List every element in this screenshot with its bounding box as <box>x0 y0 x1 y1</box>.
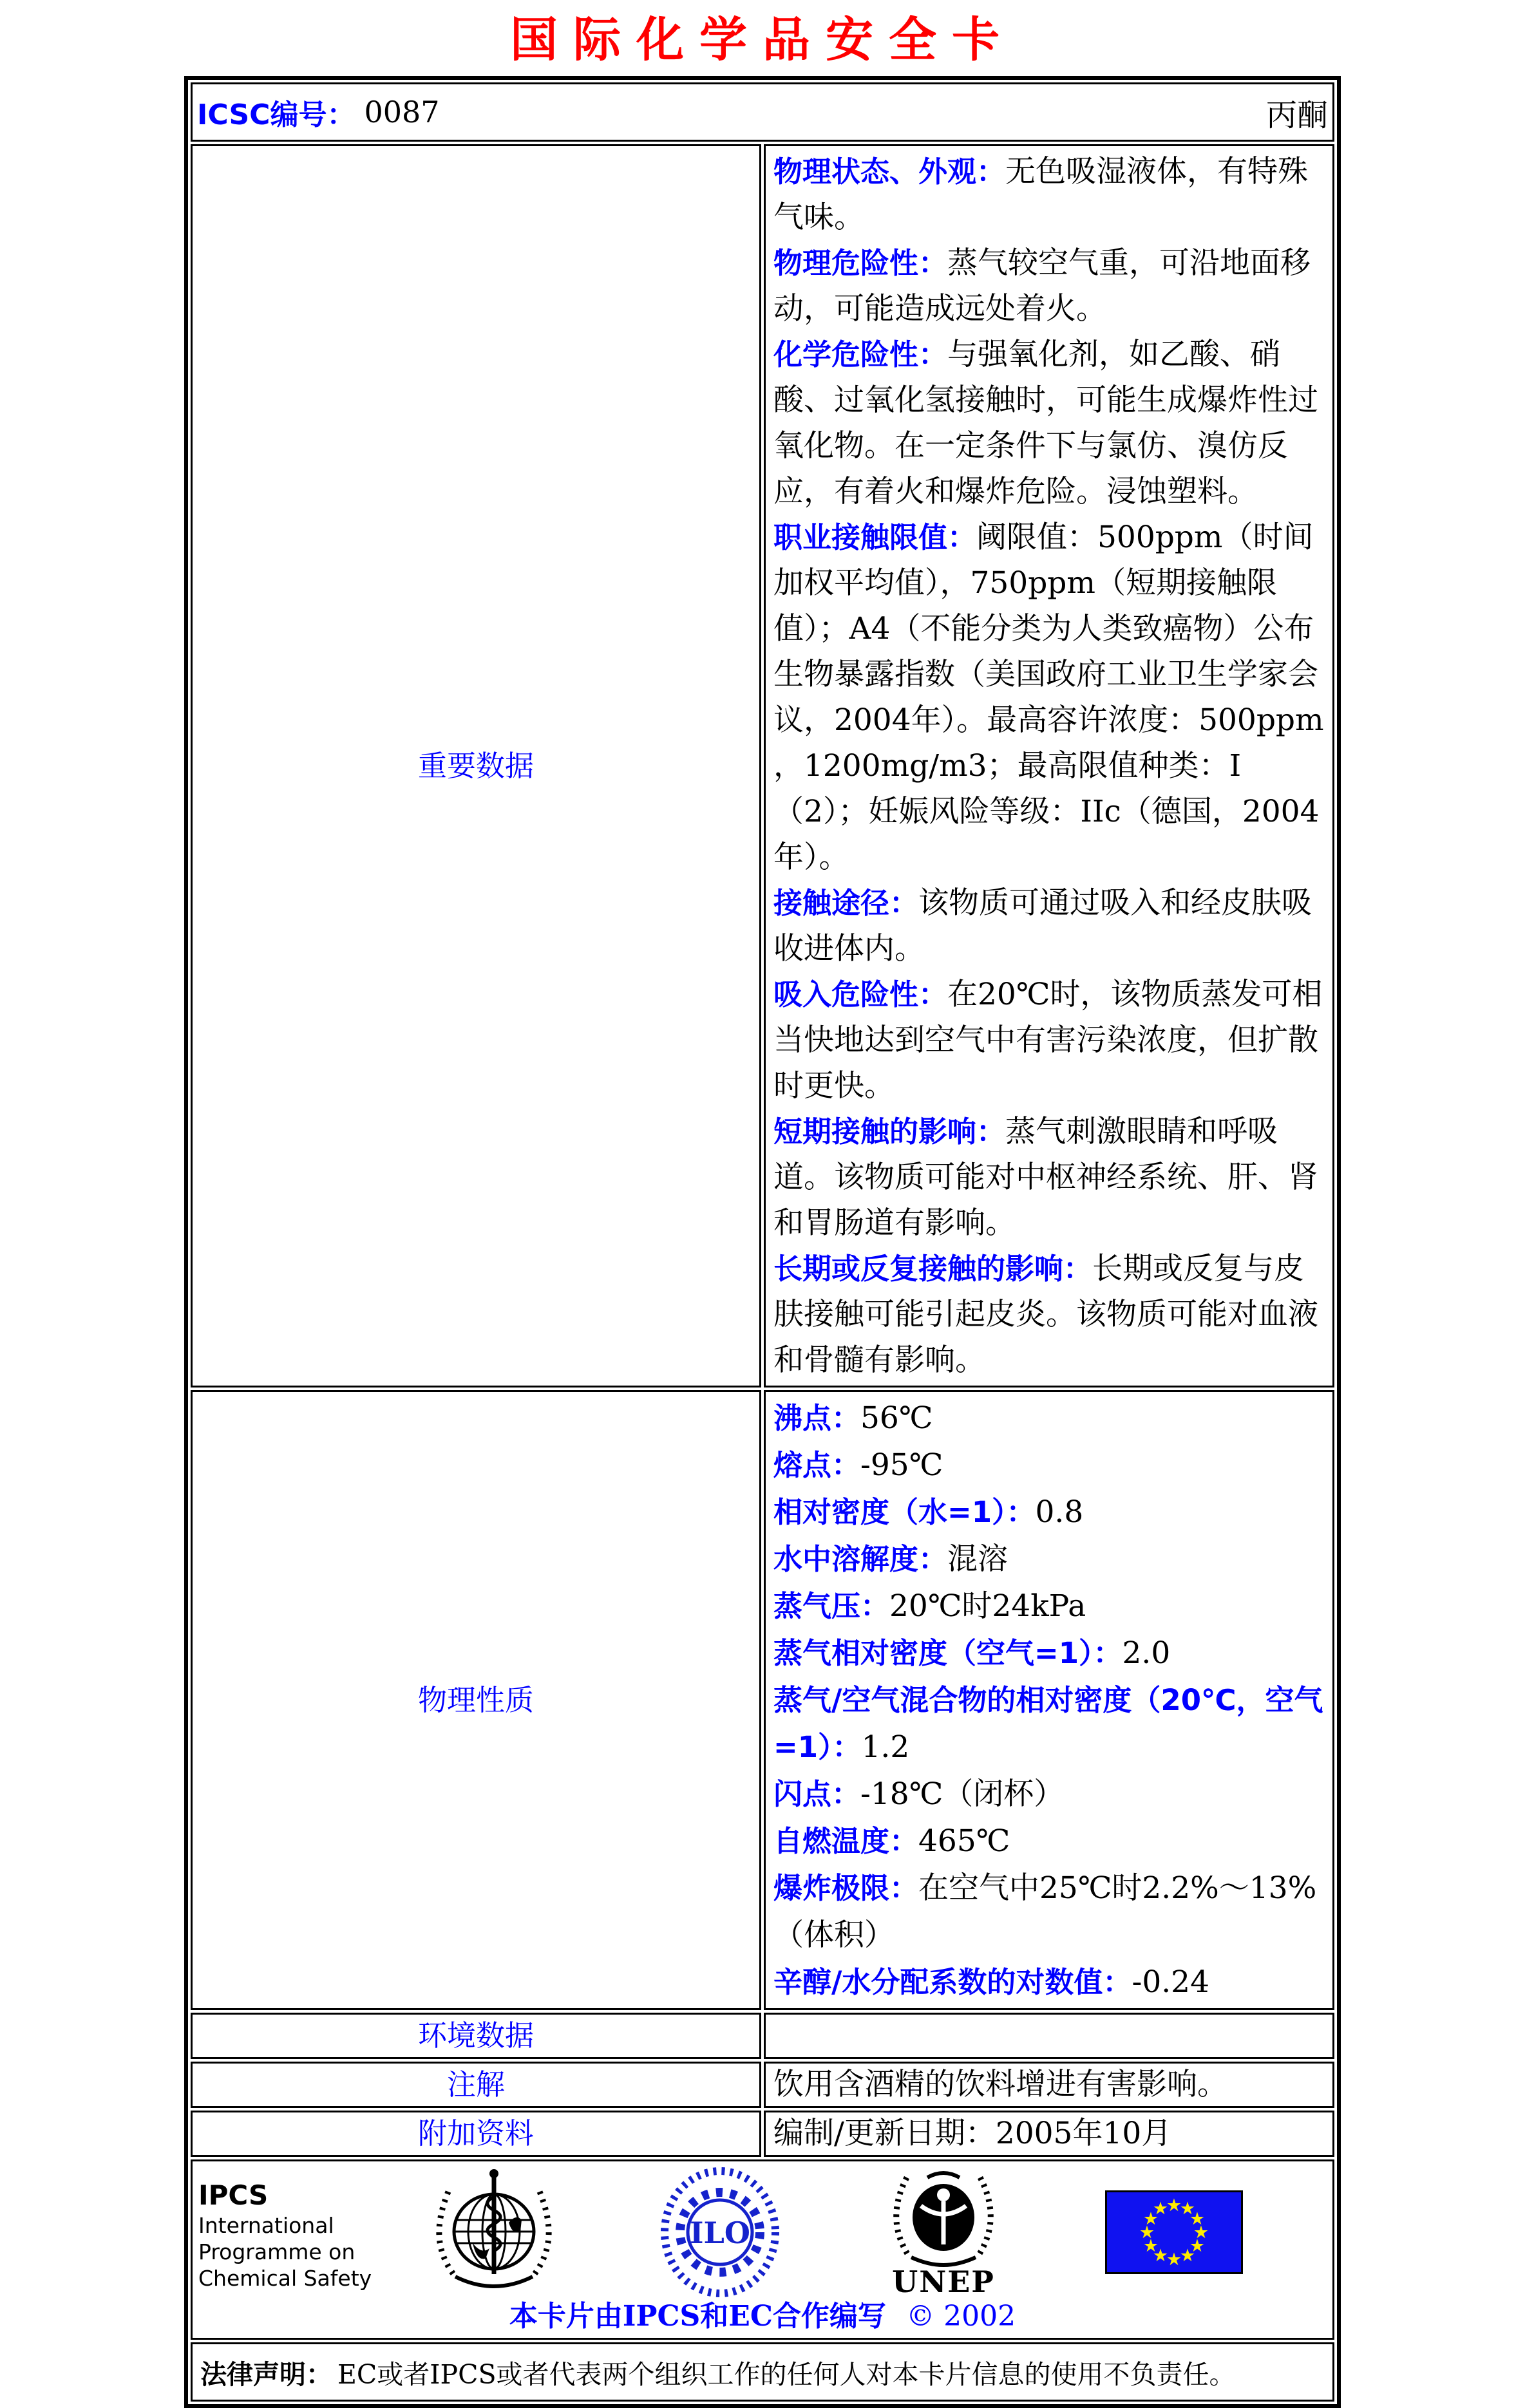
property-item: 爆炸极限：在空气中25℃时2.2%～13%（体积） <box>773 1870 1317 1953</box>
important-data-row-label: 重要数据 <box>191 144 761 1387</box>
unep-logo-block <box>876 2166 1011 2297</box>
header-row <box>191 82 1334 142</box>
caption-text: 本卡片由IPCS和EC合作编写 <box>509 2300 886 2333</box>
chemical-name: 丙酮 <box>1265 97 1328 133</box>
important-item: 短期接触的影响：蒸气刺激眼睛和呼吸道。该物质可能对中枢神经系统、肝、肾和胃肠道有影响。 <box>773 1114 1318 1241</box>
icsc-number-value: 0087 <box>364 95 440 129</box>
important-item: 物理状态、外观：无色吸湿液体，有特殊气味。 <box>773 154 1309 235</box>
eu-star-icon <box>1151 2199 1170 2219</box>
important-item: 吸入危险性：在20℃时，该物质蒸发可相当快地达到空气中有害污染浓度，但扩散时更快。 <box>773 977 1323 1104</box>
environmental-data-empty <box>773 2017 1325 2055</box>
important-data-row <box>191 144 1334 1387</box>
property-item: 水中溶解度：混溶 <box>773 1541 1009 1577</box>
header-cell <box>191 82 1334 142</box>
ipcs-line: Programme on <box>198 2239 355 2264</box>
notes-content <box>764 2062 1334 2108</box>
ipcs-line: International <box>198 2213 334 2238</box>
physical-properties-row <box>191 1390 1334 2010</box>
ilo-logo-icon <box>649 2165 791 2300</box>
notes-row <box>191 2062 1334 2108</box>
icsc-number-label: ICSC编号： <box>197 99 355 131</box>
cooperation-caption <box>193 2300 1332 2333</box>
unep-label: UNEP <box>892 2264 995 2299</box>
property-item: 蒸气/空气混合物的相对密度（20℃，空气=1）：1.2 <box>773 1683 1323 1765</box>
eu-flag-icon <box>1105 2190 1243 2274</box>
legal-notice-text: EC或者IPCS或者代表两个组织工作的任何人对本卡片信息的使用不负责任。 <box>337 2358 1236 2390</box>
ipcs-text-block <box>198 2179 372 2291</box>
property-item: 沸点：56℃ <box>773 1400 933 1436</box>
additional-info-row-label: 附加资料 <box>191 2111 761 2157</box>
property-item: 蒸气相对密度（空气=1）：2.0 <box>773 1635 1171 1671</box>
important-item: 长期或反复接触的影响：长期或反复与皮肤接触可能引起皮炎。该物质可能对血液和骨髓有影响。 <box>773 1251 1318 1378</box>
property-item: 自燃温度：465℃ <box>773 1823 1010 1859</box>
property-item: 相对密度（水=1）：0.8 <box>773 1494 1084 1530</box>
who-logo-icon <box>426 2166 562 2295</box>
property-item: 辛醇/水分配系数的对数值：-0.24 <box>773 1964 1209 2000</box>
page-title: 国际化学品安全卡 <box>510 12 1015 68</box>
legal-notice-row <box>191 2342 1334 2402</box>
physical-properties-row-label: 物理性质 <box>191 1390 761 2010</box>
notes-row-label: 注解 <box>191 2062 761 2108</box>
copyright-text: © 2002 <box>906 2300 1016 2333</box>
property-item: 熔点：-95℃ <box>773 1447 943 1483</box>
additional-info-row <box>191 2111 1334 2157</box>
organizations-row <box>191 2159 1334 2340</box>
important-item: 物理危险性：蒸气较空气重，可沿地面移动，可能造成远处着火。 <box>773 245 1311 326</box>
ipcs-line: Chemical Safety <box>198 2266 372 2291</box>
environmental-data-row <box>191 2013 1334 2059</box>
additional-info-text: 编制/更新日期：2005年10月 <box>773 2116 1172 2151</box>
important-item: 接触途径：该物质可通过吸入和经皮肤吸收进体内。 <box>773 885 1312 966</box>
notes-text: 饮用含酒精的饮料增进有害影响。 <box>773 2067 1227 2102</box>
organizations-cell <box>191 2159 1334 2340</box>
legal-notice-label: 法律声明： <box>200 2358 332 2390</box>
important-data-content <box>764 144 1334 1387</box>
environmental-data-row-label: 环境数据 <box>191 2013 761 2059</box>
environmental-data-content <box>764 2013 1334 2059</box>
important-item: 化学危险性：与强氧化剂，如乙酸、硝酸、过氧化氢接触时，可能生成爆炸性过氧化物。在一定条件下与氯仿、溴仿反应，有着火和爆炸危险。浸蚀塑料。 <box>773 337 1318 509</box>
property-item: 闪点：-18℃（闭杯） <box>773 1776 1065 1812</box>
legal-notice-cell <box>191 2342 1334 2402</box>
property-item: 蒸气压：20℃时24kPa <box>773 1588 1086 1624</box>
additional-info-content <box>764 2111 1334 2157</box>
svg-text:ILO: ILO <box>690 2215 750 2250</box>
physical-properties-content <box>764 1390 1334 2010</box>
important-item: 职业接触限值：阈限值：500ppm（时间加权平均值），750ppm（短期接触限值）；A4（不能分类为人类致癌物）公布生物暴露指数（美国政府工业卫生学家会议，2004年）。最高容许浓度：500ppm ，1200mg/m3；最高限值种类：I（2）；妊娠风险等级：IIc（德国，2004年）。 <box>773 520 1324 875</box>
safety-card-table <box>184 76 1341 2408</box>
unep-logo-icon <box>889 2166 998 2269</box>
ipcs-acronym: IPCS <box>198 2179 269 2211</box>
